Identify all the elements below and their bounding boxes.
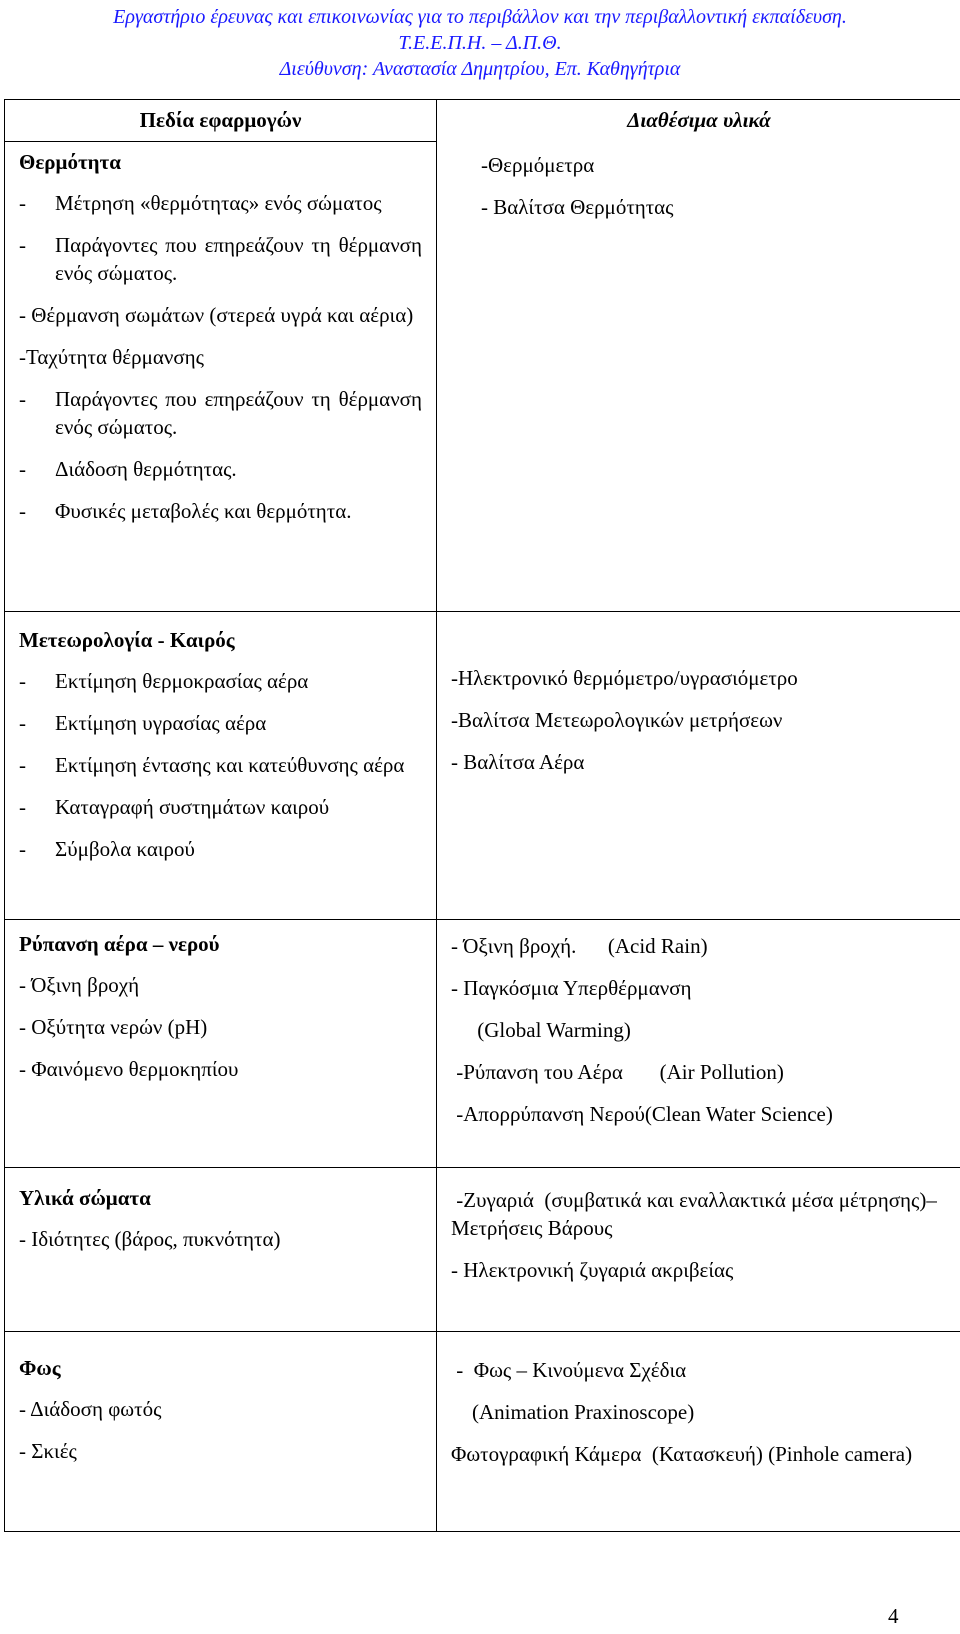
list-item-text: Διάδοση θερμότητας. <box>55 457 237 481</box>
list-item <box>19 455 422 483</box>
fields-cell <box>5 920 437 1168</box>
material-item: - Φως – Κινούμενα Σχέδια <box>451 1358 687 1382</box>
list-item <box>19 835 422 863</box>
list-item-text: Παράγοντες που επηρεάζουν τη θέρμανση ενός σώματος. <box>55 233 422 285</box>
table-row <box>5 1332 960 1532</box>
list-dash: - <box>19 753 26 777</box>
header-line-3: Διεύθυνση: Αναστασία Δημητρίου, Επ. Καθηγήτρια <box>279 58 681 80</box>
list-item-text: Εκτίμηση έντασης και κατεύθυνσης αέρα <box>55 753 405 777</box>
list-dash: - <box>19 387 26 411</box>
material-item: -Ζυγαριά (συμβατικά και εναλλακτικά μέσα μέτρησης)– Μετρήσεις Βάρους <box>451 1188 943 1240</box>
list-dash: - <box>19 837 26 861</box>
material-item: -Απορρύπανση Νερού(Clean Water Science) <box>451 1102 833 1126</box>
list-item <box>19 231 422 287</box>
list-item: - Σκιές <box>19 1439 77 1463</box>
applications-table <box>4 99 960 1532</box>
list-item-text: Εκτίμηση υγρασίας αέρα <box>55 711 267 735</box>
materials-list <box>451 151 947 221</box>
section-title: Μετεωρολογία - Καιρός <box>19 628 235 652</box>
material-item: - Ηλεκτρονική ζυγαριά ακριβείας <box>451 1258 734 1282</box>
materials-cell <box>437 612 960 920</box>
material-item: - Παγκόσμια Υπερθέρμανση <box>451 976 692 1000</box>
list-item <box>19 189 422 217</box>
material-item: (Animation Praxinoscope) <box>451 1400 695 1424</box>
list-dash: - <box>19 499 26 523</box>
section-title: Υλικά σώματα <box>19 1186 151 1210</box>
fields-cell <box>5 1168 437 1332</box>
table-header-row <box>5 100 960 142</box>
fields-cell <box>5 1332 437 1532</box>
list-item: - Φαινόμενο θερμοκηπίου <box>19 1057 239 1081</box>
section-title: Φως <box>19 1356 61 1380</box>
material-item: -Βαλίτσα Μετεωρολογικών μετρήσεων <box>451 708 783 732</box>
list-item: - Θέρμανση σωμάτων (στερεά υγρά και αέρια) <box>19 303 414 327</box>
section-title: Θερμότητα <box>19 150 121 174</box>
list-item <box>19 385 422 441</box>
col-header-materials <box>437 100 960 612</box>
material-item: - Όξινη βροχή. (Acid Rain) <box>451 934 708 958</box>
list-item: -Ταχύτητα θέρμανσης <box>19 345 204 369</box>
list-item-text: Μέτρηση «θερμότητας» ενός σώματος <box>55 191 382 215</box>
list-dash: - <box>19 191 26 215</box>
table-row <box>5 920 960 1168</box>
material-item: -Ηλεκτρονικό θερμόμετρο/υγρασιόμετρο <box>451 666 798 690</box>
material-item: -Θερμόμετρα <box>481 153 595 177</box>
list-item: - Οξύτητα νερών (pH) <box>19 1015 208 1039</box>
fields-cell <box>5 142 437 612</box>
col-header-materials-label: Διαθέσιμα υλικά <box>627 108 771 132</box>
material-item: Φωτογραφική Κάμερα (Κατασκευή) (Pinhole camera) <box>451 1442 913 1466</box>
list-item: - Όξινη βροχή <box>19 973 140 997</box>
header-line-2: Τ.Ε.Ε.Π.Η. – Δ.Π.Θ. <box>398 32 562 54</box>
list-dash: - <box>19 233 26 257</box>
list-dash: - <box>19 669 26 693</box>
materials-cell <box>437 920 960 1168</box>
list-dash: - <box>19 711 26 735</box>
list-item: - Διάδοση φωτός <box>19 1397 162 1421</box>
fields-cell <box>5 612 437 920</box>
table-row <box>5 612 960 920</box>
materials-cell <box>437 1332 960 1532</box>
materials-cell <box>437 1168 960 1332</box>
col-header-fields <box>5 100 437 142</box>
list-item <box>19 667 422 695</box>
list-item-text: Παράγοντες που επηρεάζουν τη θέρμανση ενός σώματος. <box>55 387 422 439</box>
page-number: 4 <box>888 1604 899 1628</box>
list-dash: - <box>19 457 26 481</box>
section-title: Ρύπανση αέρα – νερού <box>19 932 220 956</box>
material-item: -Ρύπανση του Αέρα (Air Pollution) <box>451 1060 784 1084</box>
list-item <box>19 709 422 737</box>
col-header-fields-label: Πεδία εφαρμογών <box>139 108 302 132</box>
list-item <box>19 793 422 821</box>
list-item: - Ιδιότητες (βάρος, πυκνότητα) <box>19 1227 281 1251</box>
list-item-text: Εκτίμηση θερμοκρασίας αέρα <box>55 669 309 693</box>
table-row <box>5 1168 960 1332</box>
list-item-text: Σύμβολα καιρού <box>55 837 195 861</box>
list-item-text: Φυσικές μεταβολές και θερμότητα. <box>55 499 352 523</box>
list-item <box>19 497 422 525</box>
material-item: (Global Warming) <box>451 1018 631 1042</box>
list-item <box>19 751 422 779</box>
list-item-text: Καταγραφή συστημάτων καιρού <box>55 795 330 819</box>
material-item: - Βαλίτσα Αέρα <box>451 750 585 774</box>
document-header <box>0 4 960 82</box>
material-item: - Βαλίτσα Θερμότητας <box>481 195 674 219</box>
list-dash: - <box>19 795 26 819</box>
header-line-1: Εργαστήριο έρευνας και επικοινωνίας για το περιβάλλον και την περιβαλλοντική εκπαίδευση. <box>113 6 847 28</box>
